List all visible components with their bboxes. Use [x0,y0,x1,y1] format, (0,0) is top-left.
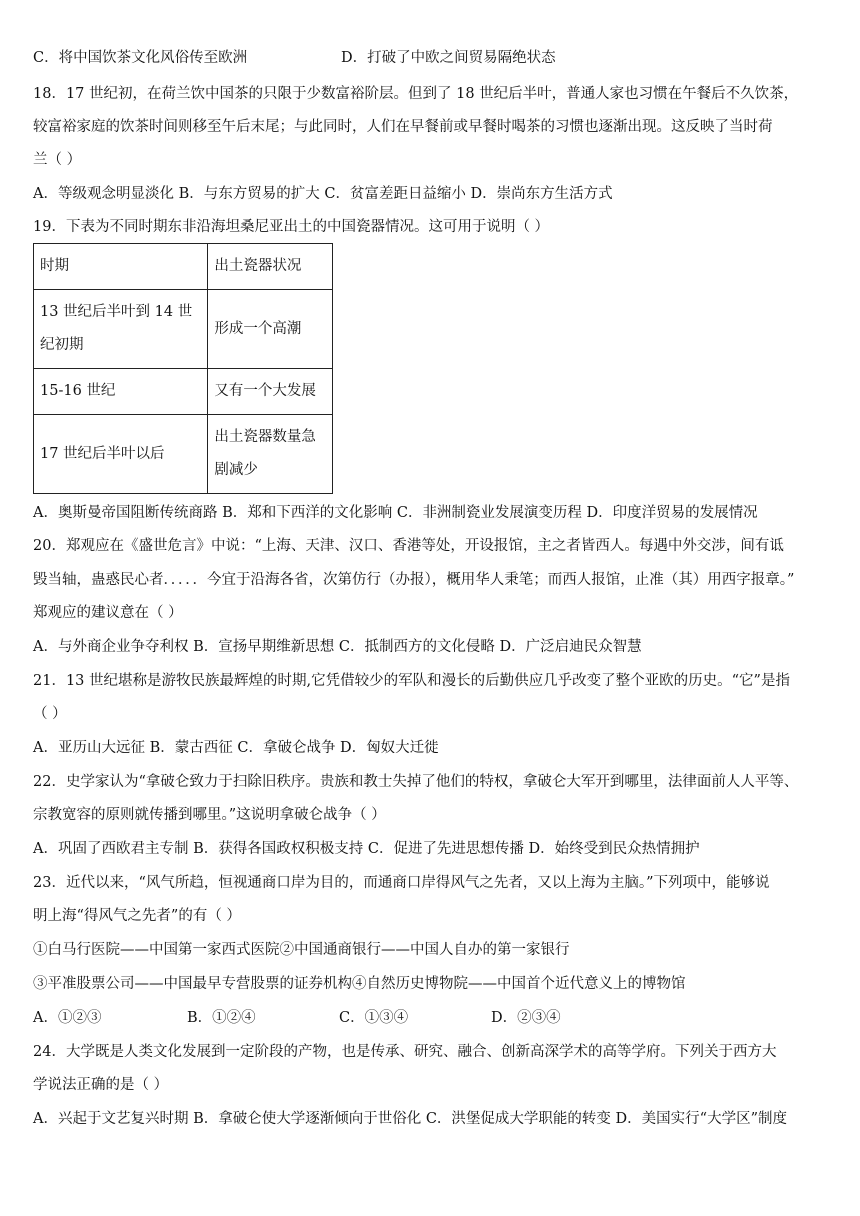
table-header-status: 出土瓷器状况 [208,244,333,290]
q22-options[interactable]: A．巩固了西欧君主专制 B．获得各国政权积极支持 C．促进了先进思想传播 D．始终受到民众热情拥护 [33,841,700,857]
q17-option-c[interactable]: C．将中国饮茶文化风俗传至欧洲 [33,50,248,66]
q23-options [33,1008,561,1028]
q23-option-a[interactable]: A．①②③ [33,1010,102,1026]
q18-stem-2: 较富裕家庭的饮茶时间则移至午后末尾；与此同时，人们在早餐前或早餐时喝茶的习惯也逐渐出现。这反映了当时荷 [33,119,773,135]
q18-stem-3: 兰（ ） [33,152,82,168]
table-cell: 出土瓷器数量急剧减少 [208,415,333,494]
q22-stem-2: 宗教宽容的原则就传播到哪里。”这说明拿破仑战争（ ） [33,807,386,823]
table-row [34,369,333,415]
q23-option-c[interactable]: C．①③④ [339,1010,409,1026]
q23-stem-2: 明上海“得风气之先者”的有（ ） [33,908,241,924]
q23-item-3-4: ③平准股票公司——中国最早专营股票的证券机构④自然历史博物院——中国首个近代意义上的博物馆 [33,976,686,992]
table-cell: 形成一个高潮 [208,290,333,369]
q23-item-1-2: ①白马行医院——中国第一家西式医院②中国通商银行——中国人自办的第一家银行 [33,942,570,958]
q24-options[interactable]: A．兴起于文艺复兴时期 B．拿破仑使大学逐渐倾向于世俗化 C．洪堡促成大学职能的转变 D．美国实行“大学区”制度 [33,1111,787,1127]
q18-stem-1: 18．17 世纪初，在荷兰饮中国茶的只限于少数富裕阶层。但到了 18 世纪后半叶，普通人家也习惯在午餐后不久饮茶， [33,86,799,102]
q17-options [33,48,556,68]
q20-stem-2: 毁当轴，蛊惑民心者．．．．．今宜于沿海各省，次第仿行（办报），概用华人秉笔；而西人报馆，止准（其）用西字报章。” [33,572,795,588]
table-header-row [34,244,333,290]
table-cell: 17 世纪后半叶以后 [34,415,208,494]
q20-stem-3: 郑观应的建议意在（ ） [33,605,183,621]
q21-stem-1: 21．13 世纪堪称是游牧民族最辉煌的时期,它凭借较少的军队和漫长的后勤供应几乎改变了整个亚欧的历史。“它”是指 [33,673,790,689]
q23-option-b[interactable]: B．①②④ [187,1010,256,1026]
q18-options[interactable]: A．等级观念明显淡化 B．与东方贸易的扩大 C．贫富差距日益缩小 D．崇尚东方生活方式 [33,186,613,202]
q24-stem-2: 学说法正确的是（ ） [33,1077,169,1093]
q21-options[interactable]: A．亚历山大远征 B．蒙古西征 C．拿破仑战争 D．匈奴大迁徙 [33,740,439,756]
q19-stem: 19．下表为不同时期东非沿海坦桑尼亚出土的中国瓷器情况。这可用于说明（ ） [33,219,550,235]
q23-option-d[interactable]: D．②③④ [491,1010,561,1026]
table-row [34,290,333,369]
table-cell: 15-16 世纪 [34,369,208,415]
table-cell: 又有一个大发展 [208,369,333,415]
table-cell: 13 世纪后半叶到 14 世纪初期 [34,290,208,369]
q22-stem-1: 22．史学家认为“拿破仑致力于扫除旧秩序。贵族和教士失掉了他们的特权，拿破仑大军开到哪里，法律面前人人平等、 [33,774,799,790]
table-row [34,415,333,494]
q19-table [33,243,333,494]
q20-options[interactable]: A．与外商企业争夺利权 B．宣扬早期维新思想 C．抵制西方的文化侵略 D．广泛启迪民众智慧 [33,639,642,655]
q24-stem-1: 24．大学既是人类文化发展到一定阶段的产物，也是传承、研究、融合、创新高深学术的高等学府。下列关于西方大 [33,1044,777,1060]
q20-stem-1: 20．郑观应在《盛世危言》中说：“上海、天津、汉口、香港等处，开设报馆，主之者皆西人。每遇中外交涉，间有诋 [33,538,784,554]
q21-stem-2: （ ） [33,706,67,722]
table-header-period: 时期 [34,244,208,290]
q19-options[interactable]: A．奥斯曼帝国阻断传统商路 B．郑和下西洋的文化影响 C．非洲制瓷业发展演变历程 D．印度洋贸易的发展情况 [33,505,758,521]
q23-stem-1: 23．近代以来，“风气所趋，恒视通商口岸为目的，而通商口岸得风气之先者，又以上海为主脑。”下列项中，能够说 [33,875,770,891]
q17-option-d[interactable]: D．打破了中欧之间贸易隔绝状态 [341,50,556,66]
